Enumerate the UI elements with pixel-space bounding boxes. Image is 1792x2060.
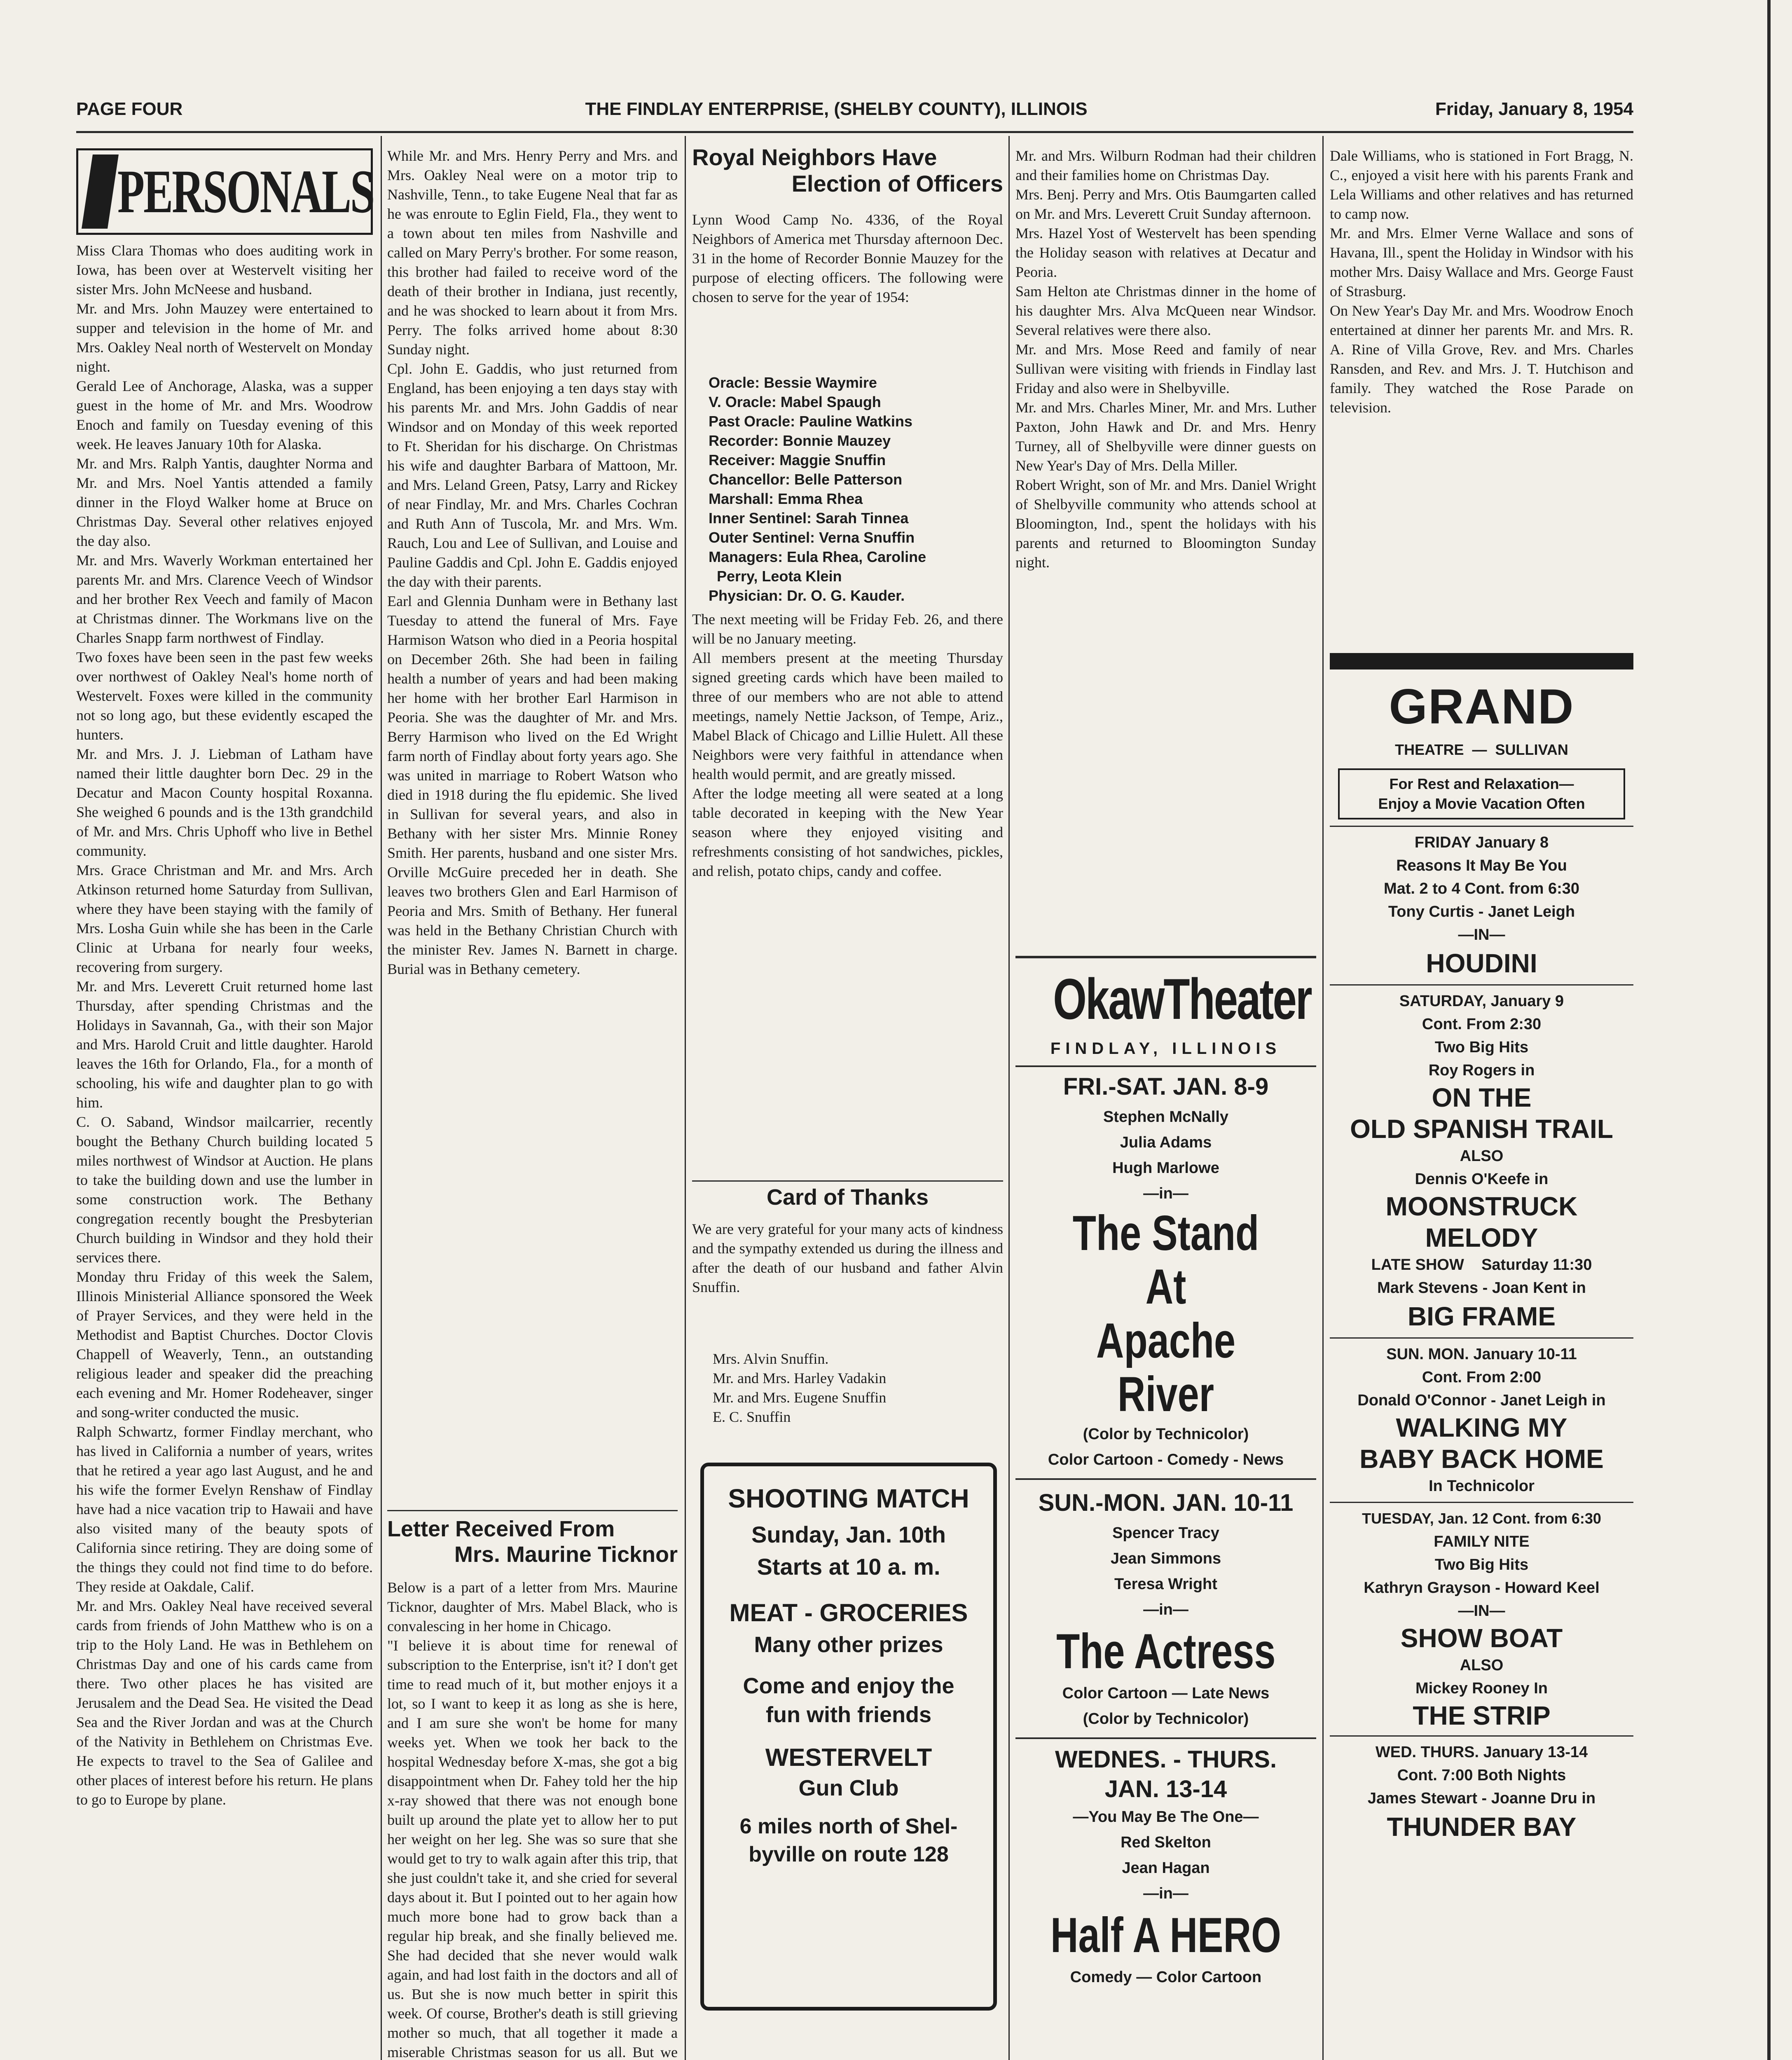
grand-title-on-the: ON THE: [1432, 1083, 1532, 1112]
grand-program-4: [1330, 1530, 1633, 1622]
okaw-show3-dates-1: WEDNES. - THURS.: [1055, 1746, 1277, 1773]
in-label: —in—: [1143, 1185, 1188, 1202]
officer: Outer Sentinel: Verna Snuffin: [709, 529, 915, 546]
letter-headline: [387, 1516, 678, 1567]
grand-program-4b: Mickey Rooney In: [1415, 1680, 1548, 1697]
okaw-show1-title-1: The Stand At: [1072, 1206, 1259, 1314]
officer: Oracle: Bessie Waymire: [709, 374, 877, 391]
royal-officers: [709, 373, 1003, 605]
cast-member: Red Skelton: [1121, 1834, 1211, 1851]
okaw-city: FINDLAY, ILLINOIS: [1050, 1039, 1282, 1058]
program-line: Donald O'Connor - Janet Leigh in: [1357, 1392, 1606, 1409]
grand-sub: THEATRE — SULLIVAN: [1395, 741, 1568, 758]
grand-also-1: ALSO: [1460, 1147, 1504, 1165]
masthead-rule: [76, 131, 1633, 133]
officer: Recorder: Bonnie Mauzey: [709, 432, 891, 449]
letter-title-line2: Mrs. Maurine Ticknor: [454, 1542, 678, 1567]
okaw-show1-dates: FRI.-SAT. JAN. 8-9: [1063, 1073, 1269, 1100]
officer: Marshall: Emma Rhea: [709, 490, 863, 507]
okaw-theater-ad: [1015, 964, 1316, 2015]
okaw-show3-dates-2: JAN. 13-14: [1104, 1776, 1227, 1802]
shooting-invite-1: Come and enjoy the: [743, 1673, 954, 1698]
letter-rule: [387, 1510, 678, 1511]
program-line: —IN—: [1458, 926, 1505, 943]
okaw-show2-title: The Actress: [1056, 1624, 1276, 1679]
officer: Past Oracle: Pauline Watkins: [709, 413, 912, 430]
grand-title-melody: MELODY: [1425, 1223, 1538, 1252]
program-line: Two Big Hits: [1434, 1556, 1529, 1573]
shooting-time: Starts at 10 a. m.: [757, 1554, 940, 1580]
program-line: Cont. From 2:30: [1422, 1016, 1542, 1033]
thanks-body: We are very grateful for your many acts of kindness and the sympathy extended us during the illness and after the death of our husband and father Alvin Snuffin.: [692, 1221, 1003, 1295]
grand-title-moonstruck: MOONSTRUCK: [1385, 1192, 1578, 1221]
okaw-show1-cast: [1015, 1104, 1316, 1206]
personals-title: PERSONALS: [117, 157, 374, 226]
grand-technicolor: In Technicolor: [1429, 1477, 1535, 1495]
in-label: —in—: [1143, 1601, 1188, 1618]
okaw-show2-cast: [1015, 1520, 1316, 1622]
grand-tagline-1: For Rest and Relaxation—: [1389, 775, 1574, 792]
grand-rule-5: [1330, 1735, 1633, 1737]
personals-logo: [76, 148, 373, 235]
okaw-show1-note: (Color by Technicolor): [1083, 1426, 1249, 1443]
okaw-top-rule: [1015, 956, 1316, 958]
okaw-show3-cast: [1015, 1804, 1316, 1906]
officer: V. Oracle: Mabel Spaugh: [709, 393, 881, 410]
okaw-show1-title-2: Apache River: [1096, 1313, 1236, 1422]
letter-title-line1: Letter Received From: [387, 1517, 615, 1541]
okaw-rule-2: [1015, 1478, 1316, 1480]
grand-also-2: ALSO: [1460, 1657, 1504, 1674]
cast-member: Jean Simmons: [1110, 1550, 1221, 1567]
okaw-show3-title: Half A HERO: [1050, 1908, 1281, 1963]
grand-top-bar: [1330, 653, 1633, 670]
okaw-show2-note: (Color by Technicolor): [1083, 1710, 1249, 1728]
page-edge-line: [1767, 0, 1771, 2060]
program-line: Mat. 2 to 4 Cont. from 6:30: [1383, 880, 1580, 897]
okaw-show2-dates: SUN.-MON. JAN. 10-11: [1038, 1489, 1294, 1516]
grand-title-houdini: HOUDINI: [1426, 948, 1537, 978]
grand-title-thunder-bay: THUNDER BAY: [1387, 1812, 1577, 1842]
grand-program-3: [1330, 1343, 1633, 1412]
officer: Physician: Dr. O. G. Kauder.: [709, 587, 905, 604]
grand-title-walking: WALKING MY: [1396, 1413, 1567, 1442]
column5-news: Dale Williams, who is stationed in Fort Bragg, N. C., enjoyed a visit here with his parents Frank and Lela Williams and other relatives and has returned to camp now. Mr. and Mrs. Elmer Verne Wallace and sons of Havana, Ill., spent the Holiday in Windsor with his mother Mrs. Daisy Wallace and Mrs. George Faust of Strasburg. On New Year's Day Mr. and Mrs. Woodrow Enoch entertained at dinner her parents Mr. and Mrs. R. A. Rine of Villa Grove, Rev. and Mrs. Charles Ransden, and Rev. and Mrs. J. T. Hutchison and family. They watched the Rose Parade on television.: [1330, 147, 1633, 416]
paper-name: THE FINDLAY ENTERPRISE, (SHELBY COUNTY), ILLINOIS: [585, 99, 1088, 119]
grand-wed-thurs: WED. THURS. January 13-14: [1375, 1744, 1588, 1761]
personals-body: Miss Clara Thomas who does auditing work in Iowa, has been over at Westervelt visiting her sister Mrs. John McNeese and husband. Mr. and Mrs. John Mauzey were entertained to supper and television in the home of Mr. and Mrs. Oakley Neal north of Westervelt on Monday night. Gerald Lee of Anchorage, Alaska, was a supper guest in the home of Mr. and Mrs. Woodrow Enoch and family on Tuesday evening of this week. He leaves January 10th for Alaska. Mr. and Mrs. Ralph Yantis, daughter Norma and Mr. and Mrs. Noel Yantis attended a family dinner in the Floyd Walker home at Bruce on Christmas Day. Several other relatives enjoyed the day also. Mr. and Mrs. Waverly Workman entertained her parents Mr. and Mrs. Clarence Veech of Windsor and her brother Rex Veech and family of Macon at Christmas dinner. The Workmans live on the Charles Snapp farm northwest of Findlay. Two foxes have been seen in the past few weeks over northwest of Oakley Neal's home north of Westervelt. Foxes were killed in the community not so long ago, but these evidently escaped the hunters. Mr. and Mrs. J. J. Liebman of Latham have named their little daughter born Dec. 29 in the Decatur and Macon County hospital Roxanna. She weighed 6 pounds and is the 13th grandchild of Mr. and Mrs. Chris Uphoff who live in Bethel community. Mrs. Grace Christman and Mr. and Mrs. Arch Atkinson returned home Saturday from Sullivan, where they have been staying with the family of Mrs. Losha Guin while she has been in the Carle Clinic at Urbana for nearly four weeks, recovering from surgery. Mr. and Mrs. Leverett Cruit returned home last Thursday, after spending Christmas and the Holidays in Savannah, Ga., with their son Major and Mrs. Harold Cruit and little daughter. Harold leaves the 16th for Orlando, Fla., for a month of schooling, his wife and daughter plan to go with him. C. O. Saband, Windsor mailcarrier, recently bought the Bethany Church building located 5 miles northwest of Windsor at Auction. He plans to take the building down and use the lumber in some construction work. The Bethany congregation recently bought the Presbyterian Church building in Windsor and they hold their services there. Monday thru Friday of this week the Salem, Illinois Ministerial Alliance sponsored the Week of Prayer Services, and they were held in the Methodist and Baptist Churches. Doctor Clovis Chappell of Weaverly, Tenn., an outstanding religious leader and speaker did the preaching each evening and Mr. Homer Rodeheaver, singer and song-writer conducted the music. Ralph Schwartz, former Findlay merchant, who has lived in California a number of years, writes that he retired a year ago last August, and he and his wife the former Evelyn Renshaw of Findlay have had a nice vacation trip to Hawaii and have also visited many of the beauty spots of California since retiring. They are doing some of the things they could not find time to do before. They reside at Oakdale, Calif. Mr. and Mrs. Oakley Neal have received several cards from friends of John Matthew who is on a trip to the Holy Land. He was in Bethlehem on Christmas Day and one of his cards came from there. Two other places he has visited are Jerusalem and the Dead Sea. He visited the Dead Sea and the River Jordan and was at the Church of the Nativity in Bethlehem on Christmas Eve. He expects to travel to the Sea of Galilee and other places of interest before his return. He plans to go to Europe by plane.: [76, 242, 373, 1808]
grand-program-2b: Dennis O'Keefe in: [1415, 1170, 1549, 1188]
signature: Mr. and Mrs. Eugene Snuffin: [713, 1389, 887, 1406]
shooting-date: Sunday, Jan. 10th: [751, 1521, 946, 1547]
grand-title-spanish-trail: OLD SPANISH TRAIL: [1350, 1114, 1613, 1144]
grand-program-1: [1330, 831, 1633, 946]
program-line: Tony Curtis - Janet Leigh: [1388, 903, 1575, 920]
shooting-location-2: byville on route 128: [749, 1842, 949, 1866]
okaw-name: OkawTheater: [1053, 967, 1311, 1031]
grand-rule-2: [1330, 984, 1633, 986]
program-line: James Stewart - Joanne Dru in: [1367, 1790, 1596, 1807]
royal-title-line1: Royal Neighbors Have: [692, 144, 937, 170]
cast-member: Spencer Tracy: [1112, 1524, 1219, 1542]
signature: Mr. and Mrs. Harley Vadakin: [713, 1370, 887, 1386]
thanks-rule: [692, 1180, 1003, 1182]
officer: Chancellor: Belle Patterson: [709, 471, 903, 488]
program-line: —IN—: [1458, 1602, 1505, 1620]
column-rule-2: [685, 136, 686, 2060]
shooting-prizes: MEAT - GROCERIES: [729, 1599, 968, 1627]
column-rule-3: [1008, 136, 1010, 2060]
cast-member: Teresa Wright: [1114, 1575, 1217, 1593]
program-line: SATURDAY, January 9: [1399, 993, 1564, 1010]
officer: Perry, Leota Klein: [709, 568, 842, 585]
okaw-show1-extras: Color Cartoon - Comedy - News: [1048, 1451, 1284, 1468]
thanks-title: Card of Thanks: [766, 1185, 929, 1210]
grand-title-show-boat: SHOW BOAT: [1400, 1623, 1563, 1653]
cast-member: Stephen McNally: [1103, 1108, 1229, 1126]
okaw-show2-extras: Color Cartoon — Late News: [1062, 1685, 1270, 1702]
program-line: Kathryn Grayson - Howard Keel: [1364, 1579, 1600, 1596]
program-line: FRIDAY January 8: [1414, 834, 1549, 851]
grand-rule-1: [1330, 826, 1633, 827]
shooting-title: SHOOTING MATCH: [728, 1484, 969, 1513]
grand-name: GRAND: [1389, 679, 1574, 734]
grand-tagline-box: [1338, 768, 1625, 819]
column2-news: While Mr. and Mrs. Henry Perry and Mrs. and Mrs. Oakley Neal were on a motor trip to Nashville, Tenn., to take Eugene Neal that far as he was enroute to Eglin Field, Fla., they went to a town about ten miles from Nashville and called on Mary Perry's brother. For some reason, this brother had failed to receive word of the death of their brother in Indiana, just recently, and he was shocked to learn about it from Mrs. Perry. The folks arrived home about 8:30 Sunday night. Cpl. John E. Gaddis, who just returned from England, has been enjoying a ten days stay with his parents Mr. and Mrs. John Gaddis of near Windsor and on Monday of this week reported to Ft. Sheridan for his discharge. On Christmas his wife and daughter Barbara of Mattoon, Mr. and Mrs. Leland Green, Patsy, Larry and Rickey of near Findlay, Mr. and Mrs. Charles Cochran and Ruth Ann of Tuscola, Mr. and Mrs. Wm. Rauch, Lou and Lee of Sullivan, and Louise and Pauline Gaddis and Cpl. John E. Gaddis enjoyed the day with their parents. Earl and Glennia Dunham were in Bethany last Tuesday to attend the funeral of Mrs. Faye Harmison Watson who died in a Peoria hospital on December 26th. She had been in failing health a number of years and had been making her home with her brother Earl Harmison in Peoria. She was the daughter of Mr. and Mrs. Berry Harmison who lived on the Ed Wright farm north of Findlay about forty years ago. She was united in marriage to Robert Watson who died in 1918 during the flu epidemic. She lived in Sullivan for several years, and also in Bethany with her sister Mrs. Minnie Roney Smith. Her parents, husband and one sister Mrs. Orville McGuire preceded her in death. She leaves two brothers Glen and Earl Harmison of Peoria and Mrs. Smith of Bethany. Her funeral was held in the Bethany Christian Church with the minister Rev. James N. Barnett in charge. Burial was in Bethany cemetery.: [387, 147, 678, 977]
program-line: SUN. MON. January 10-11: [1386, 1346, 1577, 1363]
page-number: PAGE FOUR: [76, 99, 183, 119]
grand-late-cast: Mark Stevens - Joan Kent in: [1377, 1279, 1586, 1297]
okaw-rule-1: [1015, 1065, 1316, 1067]
cast-member: Julia Adams: [1120, 1134, 1212, 1151]
cast-member: Hugh Marlowe: [1112, 1159, 1219, 1177]
grand-tuesday: TUESDAY, Jan. 12 Cont. from 6:30: [1362, 1510, 1601, 1527]
letter-body: Below is a part of a letter from Mrs. Maurine Ticknor, daughter of Mrs. Mabel Black, who is convalescing in her home in Chicago. "I believe it is about time for renewal of subscription to the Enterprise, isn't it? I don't get time to read much of it, but mother enjoys it a lot, so I want to keep it as long as she is here, and I am sure she won't be home for many weeks yet. When we took her back to the hospital Wednesday before X-mas, she got a big disappointment when Dr. Fahey told her the hip x-ray showed that there was not enough bone built up around the plate yet to allow her to put her weight on her leg. She was so sure that she would get to try to walk again after this trip, that she just couldn't take it, and she cried for several days about it. But I pointed out to her again how much more bone had to grow back than a regular hip break, and she finally believed me. She had decided that she never would walk again, and had lost faith in the doctors and all of us. But she is now much better in spirit this week. Of course, Brother's death is still grieving mother so much, that all together it made a miserable Christmas season for us all. But we: [387, 1579, 678, 2060]
grand-rule-4: [1330, 1502, 1633, 1503]
column4-news: Mr. and Mrs. Wilburn Rodman had their children and their families home on Christmas Day. Mrs. Benj. Perry and Mrs. Otis Baumgarten called on Mr. and Mrs. Leverett Cruit Sunday afternoon. Mrs. Hazel Yost of Westervelt has been spending the Holiday season with relatives at Decatur and Peoria. Sam Helton ate Christmas dinner in the home of his daughter Mrs. Alva McQueen near Windsor. Several relatives were there also. Mr. and Mrs. Mose Reed and family of near Sullivan were visiting with friends in Findlay last Friday and also were in Shelbyville. Mr. and Mrs. Charles Miner, Mr. and Mrs. Luther Paxton, John Hawk and Dr. and Mrs. Henry Turney, all of Shelbyville were dinner guests on New Year's Day of Mrs. Della Miller. Robert Wright, son of Mr. and Mrs. Daniel Wright of Shelbyville community who attends school at Bloomington, Ind., spent the holidays with his parents and returned to Bloomington Sunday night.: [1015, 147, 1316, 571]
cast-member: Jean Hagan: [1122, 1859, 1210, 1877]
grand-program-5: [1330, 1764, 1633, 1810]
column-rule-1: [381, 136, 382, 2060]
shooting-invite-2: fun with friends: [766, 1702, 931, 1727]
thanks-signatures: [713, 1349, 1003, 1427]
grand-title-baby-back: BABY BACK HOME: [1359, 1444, 1604, 1474]
grand-rule-3: [1330, 1337, 1633, 1339]
cast-member: —You May Be The One—: [1073, 1808, 1259, 1826]
program-line: Roy Rogers in: [1428, 1062, 1535, 1079]
issue-date: Friday, January 8, 1954: [1435, 99, 1633, 119]
shooting-other: Many other prizes: [754, 1632, 943, 1657]
signature: Mrs. Alvin Snuffin.: [713, 1351, 829, 1367]
grand-program-2: [1330, 990, 1633, 1082]
grand-theatre-ad: [1330, 676, 1633, 2015]
quill-icon: [82, 154, 119, 229]
royal-headline: [692, 144, 1003, 197]
program-line: Reasons It May Be You: [1396, 857, 1567, 874]
program-line: Two Big Hits: [1434, 1039, 1529, 1056]
royal-title-line2: Election of Officers: [791, 171, 1003, 197]
grand-title-strip: THE STRIP: [1413, 1701, 1551, 1730]
shooting-match-ad: [700, 1463, 997, 2011]
program-line: Cont. From 2:00: [1422, 1369, 1542, 1386]
officer: Managers: Eula Rhea, Caroline: [709, 548, 926, 565]
shooting-location-1: 6 miles north of Shel-: [739, 1814, 958, 1839]
okaw-show3-extras: Comedy — Color Cartoon: [1070, 1969, 1262, 1986]
royal-body: The next meeting will be Friday Feb. 26, and there will be no January meeting. All members present at the meeting Thursday signed greeting cards which have been mailed to three of our members who are not able to attend meetings, namely Nettie Jackson, of Tempe, Ariz., Mabel Black of Chicago and Lillie Hulett. All these Neighbors were very faithful in attendance when health would permit, and are greatly missed. After the lodge meeting all were seated at a long table decorated in keeping with the New Year season where they enjoyed visiting and refreshments consisting of hot sandwiches, pickles, and relish, potato chips, candy and coffee.: [692, 611, 1003, 879]
in-label: —in—: [1143, 1885, 1188, 1902]
program-line: FAMILY NITE: [1434, 1533, 1530, 1550]
grand-tagline-2: Enjoy a Movie Vacation Often: [1378, 795, 1585, 812]
program-line: Cont. 7:00 Both Nights: [1397, 1767, 1566, 1784]
okaw-rule-3: [1015, 1737, 1316, 1739]
officer: Receiver: Maggie Snuffin: [709, 452, 886, 468]
signature: E. C. Snuffin: [713, 1409, 791, 1425]
shooting-host-1: WESTERVELT: [765, 1744, 932, 1772]
officer: Inner Sentinel: Sarah Tinnea: [709, 510, 909, 527]
royal-intro: Lynn Wood Camp No. 4336, of the Royal Neighbors of America met Thursday afternoon Dec. 31 in the home of Recorder Bonnie Mauzey for the purpose of electing officers. The following were chosen to serve for the year of 1954:: [692, 211, 1003, 305]
grand-title-big-frame: BIG FRAME: [1407, 1302, 1556, 1331]
shooting-host-2: Gun Club: [798, 1776, 899, 1801]
grand-late-show: LATE SHOW Saturday 11:30: [1371, 1256, 1592, 1273]
column-rule-4: [1322, 136, 1324, 2060]
